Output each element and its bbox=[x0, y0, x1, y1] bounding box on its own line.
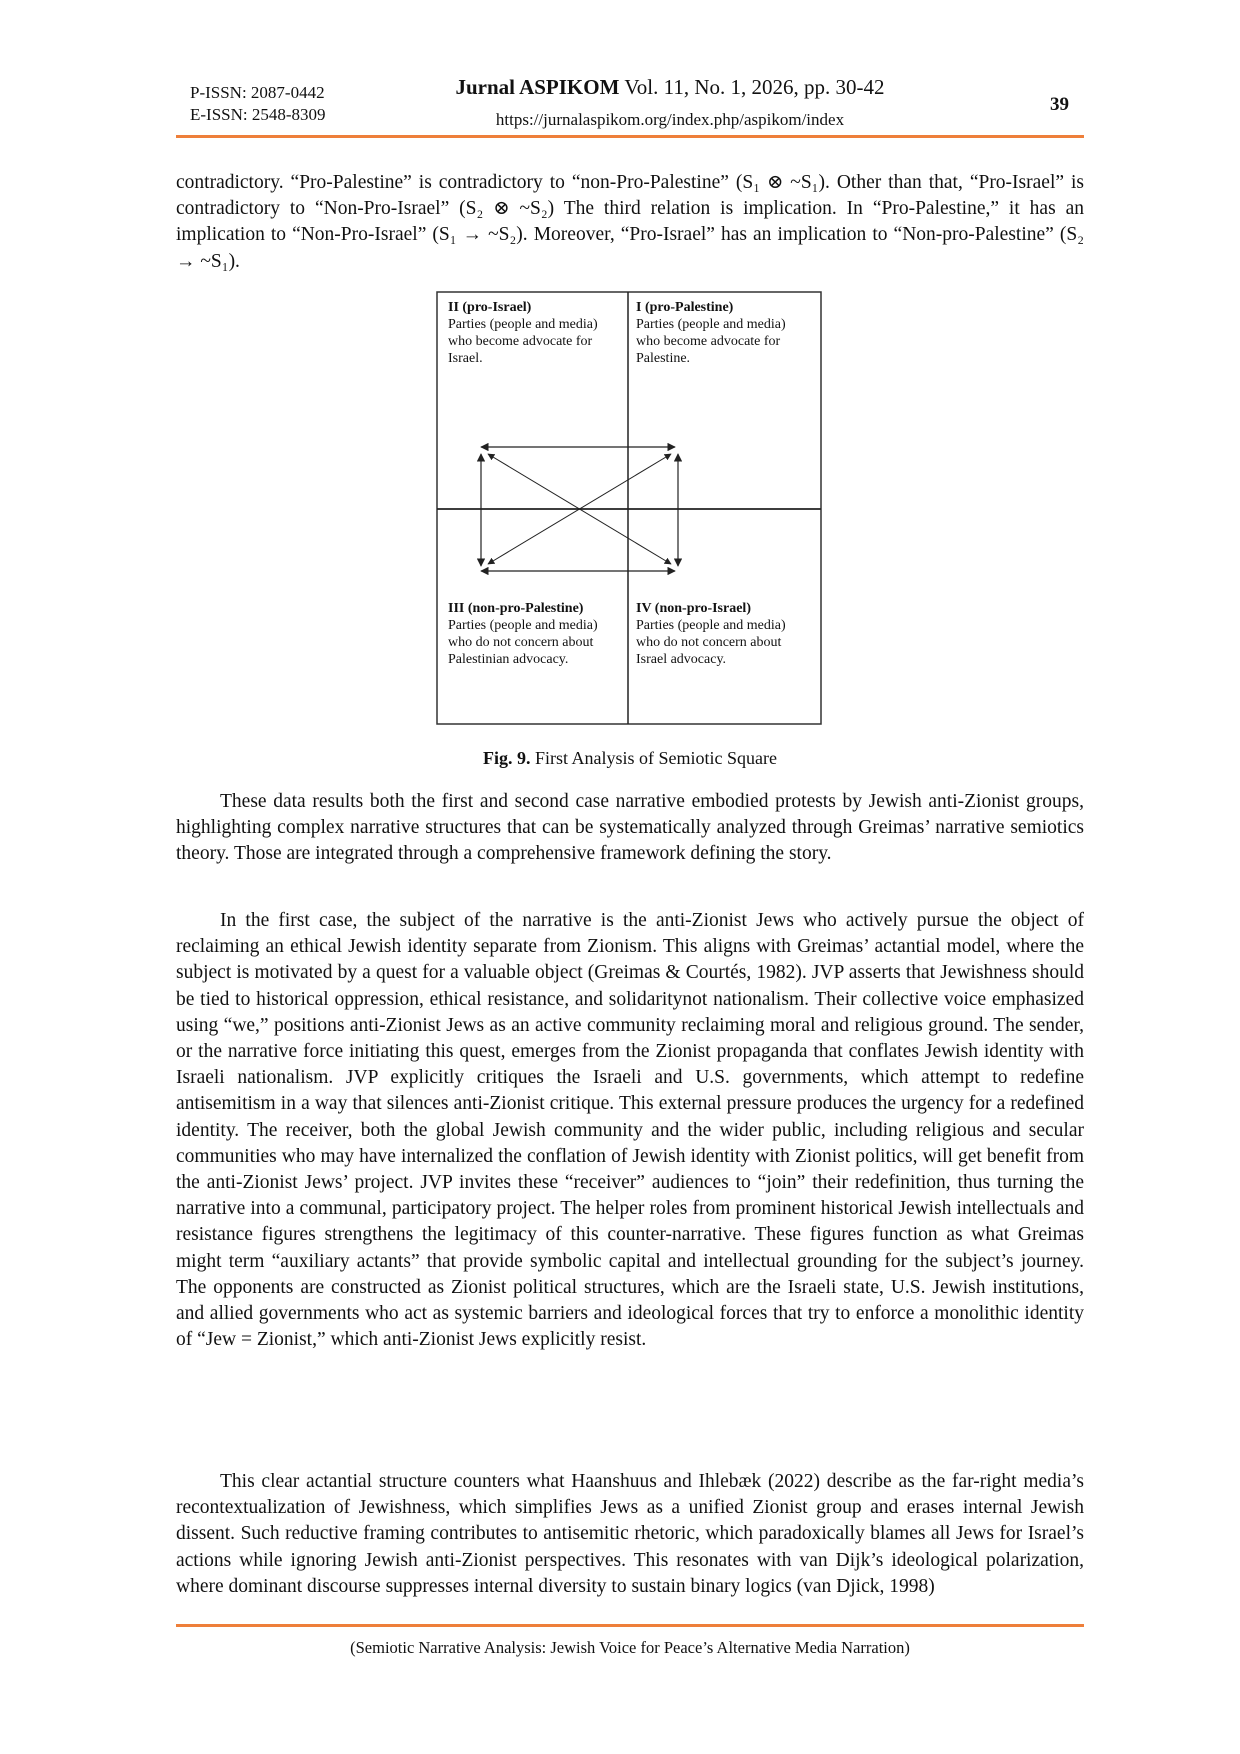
header-rule bbox=[176, 135, 1084, 138]
journal-name: Jurnal ASPIKOM bbox=[455, 75, 620, 99]
quadrant-text: Parties (people and media) who become advocate for Palestine. bbox=[636, 317, 786, 366]
quadrant-heading: II (pro-Israel) bbox=[448, 300, 532, 315]
quadrant-iii bbox=[448, 600, 598, 668]
body-paragraph: This clear actantial structure counters what Haanshuus and Ihlebæk (2022) describe as the far-right media’s recontextualization of Jewishness, which simplifies Jews as a unified Zionist group and erases internal Jewish dissent. Such reductive framing contributes to antisemitic rhetoric, which paradoxically blames all Jews for Israel’s actions while ignoring Jewish anti-Zionist perspectives. This resonates with van Dijk’s ideological polarization, where dominant discourse suppresses internal diversity to sustain binary logics (van Djick, 1998) bbox=[176, 1471, 1084, 1597]
quadrant-heading: IV (non-pro-Israel) bbox=[636, 601, 751, 616]
quadrant-i bbox=[636, 299, 811, 367]
page-number: 39 bbox=[1050, 94, 1069, 115]
figure-caption bbox=[176, 748, 1084, 769]
running-footer: (Semiotic Narrative Analysis: Jewish Voice for Peace’s Alternative Media Narration) bbox=[350, 1638, 910, 1657]
intro-paragraph: contradictory. “Pro-Palestine” is contradictory to “non-Pro-Palestine” (S₁ ⊗ ~S₁). Other than that, “Pro-Israel” is contradictory to “Non-Pro-Israel” (S₂ ⊗ ~S₂) The third relation is implication. In “Pro-Palestine,” it has an implication to “Non-Pro-Israel” (S₁ → ~S₂). Moreover, “Pro-Israel” has an implication to “Non-pro-Palestine” (S₂ → ~S₁). bbox=[176, 172, 1084, 272]
quadrant-heading: I (pro-Palestine) bbox=[636, 300, 734, 315]
journal-header bbox=[400, 74, 940, 132]
caption-label: Fig. 9. bbox=[483, 748, 531, 768]
footer-rule bbox=[176, 1624, 1084, 1627]
quadrant-text: Parties (people and media) who become advocate for Israel. bbox=[448, 317, 598, 366]
quadrant-iv bbox=[636, 600, 811, 668]
quadrant-heading: III (non-pro-Palestine) bbox=[448, 601, 584, 616]
issn-block bbox=[190, 82, 326, 126]
e-issn: E-ISSN: 2548-8309 bbox=[190, 105, 326, 124]
p-issn: P-ISSN: 2087-0442 bbox=[190, 83, 325, 102]
body-paragraph: In the first case, the subject of the narrative is the anti-Zionist Jews who actively pursue the object of reclaiming an ethical Jewish identity separate from Zionism. This aligns with Greimas’ actantial model, where the subject is motivated by a quest for a valuable object (Greimas & Courtés, 1982). JVP asserts that Jewishness should be tied to historical oppression, ethical resistance, and solidaritynot nationalism. Their collective voice emphasized using “we,” positions anti-Zionist Jews as an active community reclaiming moral and religious ground. The sender, or the narrative force initiating this quest, emerges from the Zionist propaganda that conflates Jewish identity with Israeli nationalism. JVP explicitly critiques the Israeli and U.S. governments, which attempt to redefine antisemitism in a way that silences anti-Zionist critique. This external pressure produces the urgency for a redefined identity. The receiver, both the global Jewish community and the wider public, including religious and secular communities who may have internalized the conflation of Jewish identity with Zionist politics, will get benefit from the anti-Zionist Jews’ project. JVP invites these “receiver” audiences to “join” their redefinition, thus turning the narrative into a communal, participatory project. The helper roles from prominent historical Jewish intellectuals and resistance figures strengthens the legitimacy of this counter-narrative. These figures function as what Greimas might term “auxiliary actants” that provide symbolic capital and intellectual grounding for the subject’s journey. The opponents are constructed as Zionist political structures, which are the Israeli state, U.S. Jewish institutions, and allied governments who act as systemic barriers and ideological forces that try to enforce a monolithic identity of “Jew = Zionist,” which anti-Zionist Jews explicitly resist. bbox=[176, 910, 1084, 1351]
journal-title-line bbox=[400, 74, 940, 100]
semiotic-square-figure bbox=[436, 291, 822, 725]
journal-url[interactable]: https://jurnalaspikom.org/index.php/aspikom/index bbox=[495, 110, 845, 129]
quadrant-text: Parties (people and media) who do not concern about Israel advocacy. bbox=[636, 618, 786, 667]
volume-info: Vol. 11, No. 1, 2026, pp. 30-42 bbox=[624, 75, 885, 99]
quadrant-ii bbox=[448, 299, 618, 367]
quadrant-text: Parties (people and media) who do not concern about Palestinian advocacy. bbox=[448, 618, 598, 667]
body-paragraph: These data results both the first and second case narrative embodied protests by Jewish anti-Zionist groups, highlighting complex narrative structures that can be systematically analyzed through Greimas’ narrative semiotics theory. Those are integrated through a comprehensive framework defining the story. bbox=[176, 791, 1084, 865]
caption-text: First Analysis of Semiotic Square bbox=[535, 748, 777, 768]
